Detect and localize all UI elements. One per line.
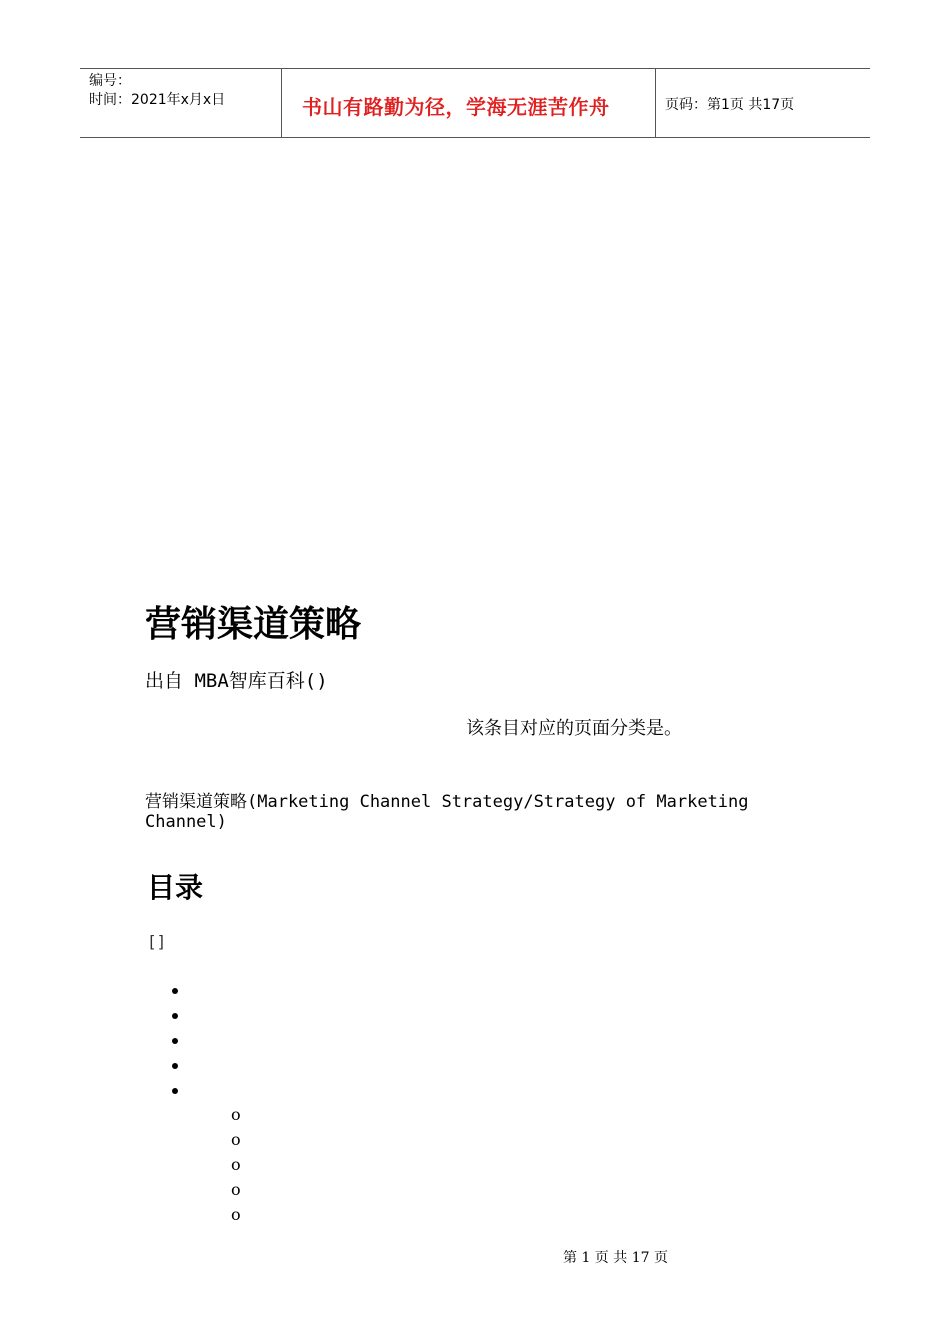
- toc-sub-bullet[interactable]: o: [231, 1180, 241, 1199]
- document-title: 营销渠道策略: [145, 603, 362, 645]
- toc-sub-bullet[interactable]: o: [231, 1105, 241, 1124]
- definition-line-1: 营销渠道策略(Marketing Channel Strategy/Strategy of Marketing: [145, 792, 749, 812]
- number-label: 编号：: [89, 73, 131, 89]
- date-label: 时间：2021年x月x日: [89, 92, 226, 108]
- toc-sub-bullet[interactable]: o: [231, 1155, 241, 1174]
- header-page-cell: [655, 69, 870, 137]
- toc-bullet[interactable]: [172, 1038, 178, 1044]
- page-footer: 第 1 页 共 17 页: [563, 1250, 668, 1266]
- motto-text: 书山有路勤为径，学海无涯苦作舟: [302, 95, 610, 119]
- toc-bullet[interactable]: [172, 1088, 178, 1094]
- source-line: 出自 MBA智库百科(): [145, 670, 328, 692]
- toc-bullet[interactable]: [172, 1013, 178, 1019]
- definition-line-2: Channel): [145, 812, 227, 832]
- category-note: 该条目对应的页面分类是。: [466, 718, 682, 739]
- toc-sub-bullet[interactable]: o: [231, 1130, 241, 1149]
- header-motto-cell: [281, 69, 655, 137]
- toc-heading: 目录: [147, 871, 204, 904]
- header-meta-cell: [80, 69, 281, 137]
- page-info: 页码：第1页 共17页: [665, 97, 795, 113]
- toc-bullet[interactable]: [172, 988, 178, 994]
- toc-toggle-link[interactable]: []: [147, 932, 167, 951]
- toc-bullet[interactable]: [172, 1063, 178, 1069]
- toc-sub-bullet[interactable]: o: [231, 1205, 241, 1224]
- header-table: [80, 68, 870, 138]
